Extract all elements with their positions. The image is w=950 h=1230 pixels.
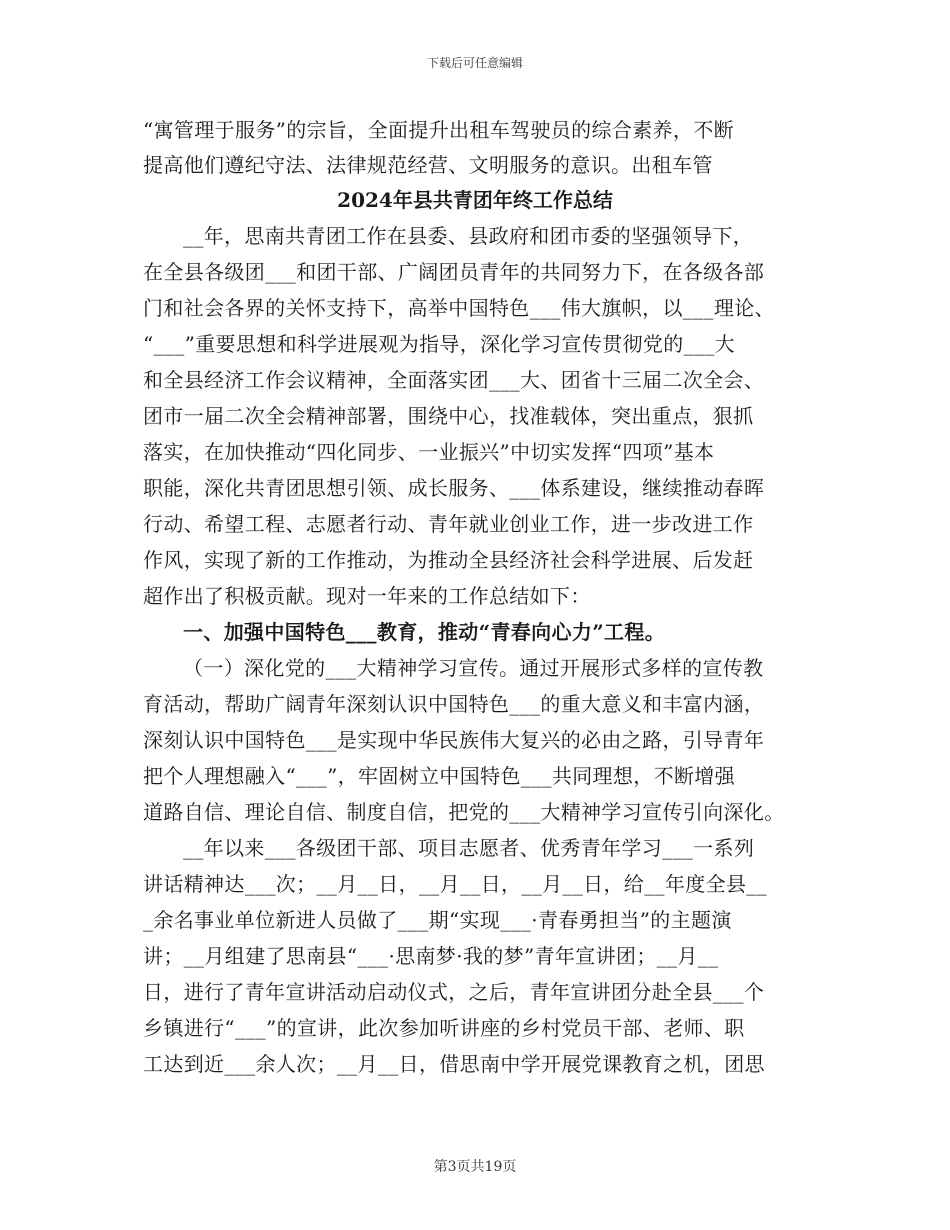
body-line: 行动、希望工程、志愿者行动、青年就业创业工作，进一步改进工作: [143, 512, 754, 536]
page-footer: 第3页共19页: [433, 1159, 517, 1175]
body-line: 工达到近___余人次；__月__日，借思南中学开展党课教育之机，团思: [143, 1052, 765, 1076]
body-line: 把个人理想融入“___”，牢固树立中国特色___共同理想，不断增强: [143, 764, 735, 788]
body-line: 在全县各级团___和团干部、广阔团员青年的共同努力下，在各级各部: [143, 260, 765, 284]
body-line: “寓管理于服务”的宗旨，全面提升出租车驾驶员的综合素养，不断: [143, 118, 734, 142]
body-line: __年以来___各级团干部、项目志愿者、优秀青年学习___一系列: [183, 836, 755, 860]
body-line: 提高他们遵纪守法、法律规范经营、文明服务的意识。出租车管: [143, 153, 713, 177]
section-heading: 一、加强中国特色___教育，推动“青春向心力”工程。: [183, 620, 666, 644]
body-line: 日，进行了青年宣讲活动启动仪式，之后，青年宣讲团分赴全县___个: [143, 980, 765, 1004]
body-line: 职能，深化共青团思想引领、成长服务、___体系建设，继续推动春晖: [143, 476, 765, 500]
body-line: __年，思南共青团工作在县委、县政府和团市委的坚强领导下，: [183, 224, 754, 248]
body-line: 育活动，帮助广阔青年深刻认识中国特色___的重大意义和丰富内涵，: [143, 692, 765, 716]
body-line: 乡镇进行“___”的宣讲，此次参加听讲座的乡村党员干部、老师、职: [143, 1016, 745, 1040]
body-line: 超作出了积极贡献。现对一年来的工作总结如下：: [143, 584, 591, 608]
body-line: 落实，在加快推动“四化同步、一业振兴”中切实发挥“四项”基本: [143, 440, 715, 464]
body-line: 门和社会各界的关怀支持下，高举中国特色___伟大旗帜，以___理论、: [143, 296, 775, 320]
body-line: _余名事业单位新进人员做了___期“实现___·青春勇担当”的主题演: [143, 908, 732, 932]
page-header: 下载后可任意编辑: [426, 56, 523, 70]
body-line: 道路自信、理论自信、制度自信，把党的___大精神学习宣传引向深化。: [143, 800, 785, 824]
body-line: （一）深化党的___大精神学习宣传。通过开展形式多样的宣传教: [183, 656, 764, 680]
body-line: 深刻认识中国特色___是实现中华民族伟大复兴的必由之路，引导青年: [143, 728, 765, 752]
body-line: 讲；__月组建了思南县“___·思南梦·我的梦”青年宣讲团；__月__: [143, 944, 719, 968]
body-line: 讲话精神达___次；__月__日，__月__日，__月__日，给__年度全县__: [143, 872, 767, 896]
body-line: “___”重要思想和科学进展观为指导，深化学习宣传贯彻党的___大: [143, 332, 735, 356]
body-line: 和全县经济工作会议精神，全面落实团___大、团省十三届二次全会、: [143, 368, 765, 392]
body-line: 团市一届二次全会精神部署，围绕中心，找准载体，突出重点，狠抓: [143, 404, 754, 428]
body-line: 作风，实现了新的工作推动，为推动全县经济社会科学进展、后发赶: [143, 548, 754, 572]
document-title: 2024年县共青团年终工作总结: [337, 188, 613, 212]
